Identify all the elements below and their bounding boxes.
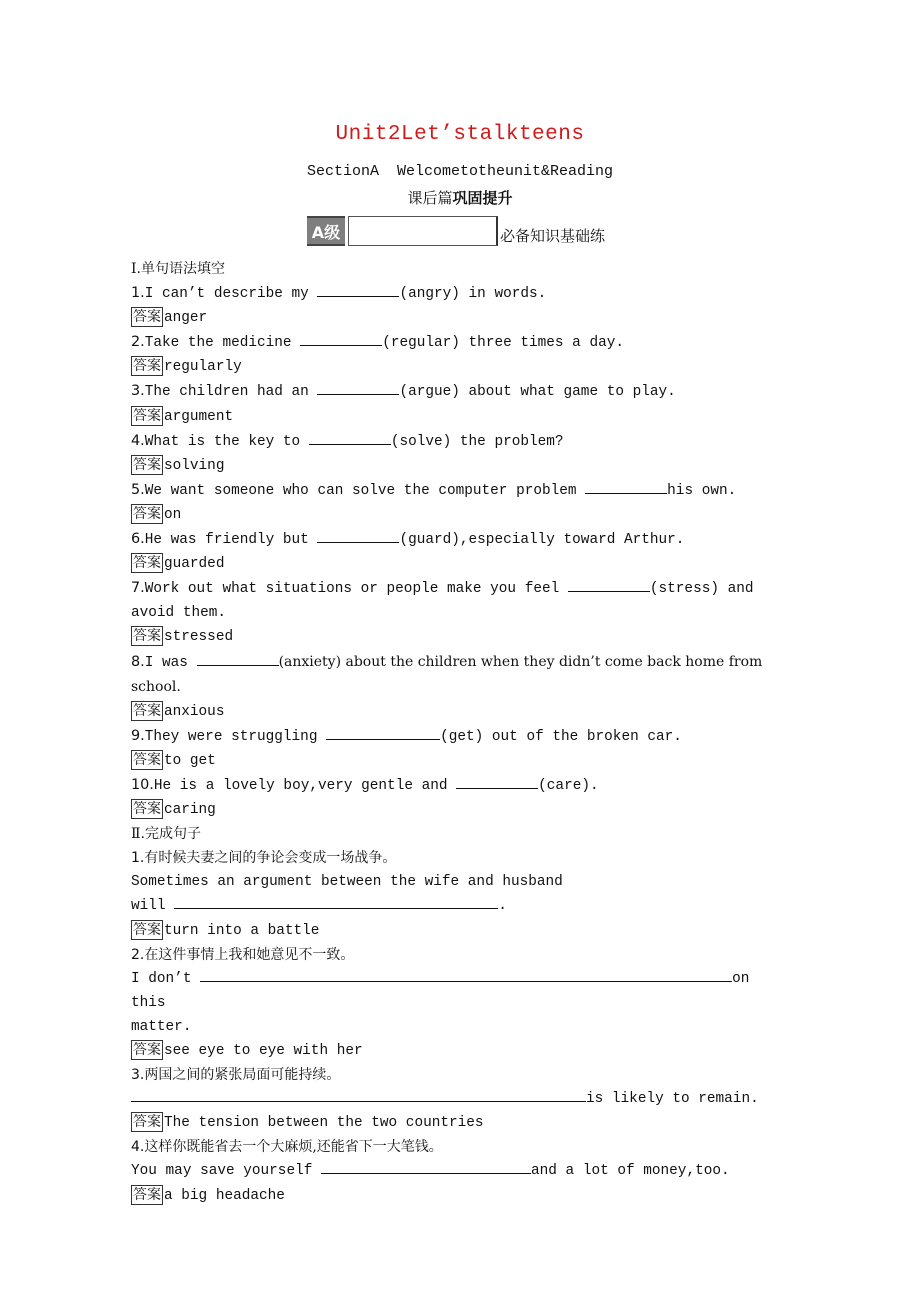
- answer-text: regularly: [164, 359, 242, 376]
- sentence-1-chinese: [131, 846, 791, 870]
- sentence-3-line1: [131, 1087, 791, 1111]
- page-title: Unit2Let’stalkteens: [335, 123, 585, 146]
- answer-text: solving: [164, 457, 225, 474]
- level-text: 必备知识基础练: [500, 227, 606, 245]
- section-label: SectionA: [306, 163, 379, 180]
- answer-blank: [317, 282, 399, 297]
- question-text: (stress) and avoid them.: [131, 581, 763, 622]
- answer-blank: [317, 528, 399, 543]
- question-number: 1.: [131, 285, 145, 302]
- sentence-3-chinese: [131, 1063, 791, 1087]
- answer-7: [131, 625, 791, 649]
- level-box: [348, 216, 498, 246]
- answer-s3: [131, 1111, 791, 1135]
- answer-s4: [131, 1184, 791, 1208]
- answer-1: [131, 306, 791, 330]
- answer-s1: [131, 919, 791, 943]
- question-text: .: [498, 898, 507, 915]
- answer-tag: 答案: [133, 702, 161, 719]
- question-text: (get) out of the broken car.: [440, 728, 682, 745]
- question-number: 5.: [131, 481, 145, 498]
- part2-heading: Ⅱ.完成句子: [131, 826, 201, 843]
- answer-tag: 答案: [133, 555, 161, 572]
- sentence-1-line1: Sometimes an argument between the wife and husband: [131, 874, 563, 891]
- question-number: 10.: [131, 776, 154, 793]
- question-text: They were struggling: [144, 728, 327, 745]
- level-tag: A级: [307, 216, 345, 246]
- answer-text: guarded: [164, 556, 225, 573]
- answer-blank: [197, 651, 279, 666]
- answer-tag: 答案: [133, 456, 161, 473]
- question-text: (care).: [538, 777, 599, 794]
- question-text: You may save yourself: [131, 1163, 321, 1180]
- answer-tag: 答案: [133, 309, 161, 326]
- answer-5: [131, 503, 791, 527]
- answer-text: stressed: [164, 629, 234, 646]
- question-number: 1.: [131, 850, 145, 867]
- question-number: 7.: [131, 580, 145, 597]
- question-5: [131, 478, 791, 503]
- question-text: I can’t describe my: [144, 286, 318, 303]
- section-heading: [0, 163, 920, 180]
- answer-2: [131, 355, 791, 379]
- answer-text: a big headache: [164, 1187, 285, 1204]
- answer-text: on: [164, 506, 182, 523]
- answer-s2: [131, 1039, 791, 1063]
- section-name: Welcometotheunit&Reading: [396, 163, 614, 180]
- question-text: The children had an: [144, 384, 318, 401]
- question-text: will: [131, 898, 175, 915]
- subhead-plain: 课后篇: [407, 189, 453, 207]
- question-text: (regular) three times a day.: [382, 335, 624, 352]
- question-text: He is a lovely boy,very gentle and: [153, 777, 457, 794]
- question-number: 4.: [131, 1139, 145, 1156]
- sentence-2-chinese: [131, 943, 791, 967]
- answer-tag: 答案: [133, 1186, 161, 1203]
- question-text: What is the key to: [144, 433, 309, 450]
- chinese-prompt: 有时候夫妻之间的争论会变成一场战争。: [144, 850, 397, 867]
- question-text: I was: [144, 654, 197, 671]
- answer-9: [131, 749, 791, 773]
- question-number: 8.: [131, 653, 145, 670]
- answer-text: anger: [164, 310, 208, 327]
- sentence-1-line2: [131, 894, 791, 918]
- answer-blank: [174, 894, 498, 909]
- question-number: 4.: [131, 432, 145, 449]
- answer-tag: 答案: [133, 801, 161, 818]
- question-number: 9.: [131, 727, 145, 744]
- answer-blank: [200, 967, 732, 982]
- answer-4: [131, 454, 791, 478]
- answer-text: The tension between the two countries: [164, 1115, 484, 1132]
- answer-tag: 答案: [133, 358, 161, 375]
- question-text: Take the medicine: [144, 335, 301, 352]
- answer-6: [131, 552, 791, 576]
- question-text: I don’t: [131, 970, 201, 987]
- answer-blank: [568, 577, 650, 592]
- answer-tag: 答案: [133, 751, 161, 768]
- question-number: 6.: [131, 531, 145, 548]
- question-number: 2.: [131, 334, 145, 351]
- sentence-4-chinese: [131, 1135, 791, 1159]
- question-text: (angry) in words.: [399, 286, 547, 303]
- part1-heading: Ⅰ.单句语法填空: [131, 261, 225, 277]
- exercise-content: [131, 257, 791, 1208]
- answer-text: anxious: [164, 703, 225, 720]
- answer-tag: 答案: [133, 407, 161, 424]
- answer-text: argument: [164, 408, 234, 425]
- question-10: [131, 773, 791, 798]
- answer-text: see eye to eye with her: [164, 1043, 363, 1059]
- answer-blank: [300, 331, 382, 346]
- answer-blank: [585, 479, 667, 494]
- answer-text: to get: [164, 752, 216, 769]
- chinese-prompt: 这样你既能省去一个大麻烦,还能省下一大笔钱。: [144, 1139, 443, 1156]
- question-number: 3.: [131, 1067, 145, 1084]
- question-text: (solve) the problem?: [390, 433, 564, 450]
- answer-tag: 答案: [133, 505, 161, 522]
- answer-blank: [326, 725, 440, 740]
- level-banner: [307, 212, 605, 246]
- question-1: [131, 281, 791, 306]
- question-text: Work out what situations or people make you feel: [144, 581, 568, 598]
- question-text: (guard),especially toward Arthur.: [399, 532, 685, 549]
- subheading: [0, 187, 920, 208]
- question-text: his own.: [667, 482, 737, 499]
- sentence-4-line1: [131, 1159, 791, 1183]
- question-text: (argue) about what game to play.: [399, 384, 676, 401]
- answer-tag: 答案: [133, 1114, 161, 1131]
- answer-blank: [456, 774, 538, 789]
- question-text: He was friendly but: [144, 532, 318, 549]
- question-number: 2.: [131, 946, 145, 963]
- question-text: (anxiety) about the children when they didn’t come back home from school.: [131, 653, 767, 695]
- answer-blank: [321, 1159, 531, 1174]
- question-number: 3.: [131, 383, 145, 400]
- answer-text: turn into a battle: [164, 922, 320, 939]
- answer-tag: 答案: [133, 1042, 161, 1058]
- question-8: [131, 650, 791, 700]
- question-3: [131, 379, 791, 404]
- question-text: on this: [131, 970, 759, 1011]
- question-2: [131, 330, 791, 355]
- answer-tag: 答案: [133, 921, 161, 938]
- answer-blank: [317, 380, 399, 395]
- answer-10: [131, 798, 791, 822]
- answer-blank: [309, 430, 391, 445]
- question-text: is likely to remain.: [586, 1091, 759, 1108]
- question-6: [131, 527, 791, 552]
- question-text: and a lot of money,too.: [531, 1163, 730, 1180]
- answer-blank: [131, 1087, 586, 1102]
- question-text: We want someone who can solve the computer problem: [144, 482, 586, 499]
- question-9: [131, 724, 791, 749]
- answer-tag: 答案: [133, 628, 161, 645]
- answer-3: [131, 405, 791, 429]
- chinese-prompt: 在这件事情上我和她意见不一致。: [144, 946, 355, 963]
- chinese-prompt: 两国之间的紧张局面可能持续。: [144, 1067, 341, 1084]
- sentence-2-line2: matter.: [131, 1018, 192, 1035]
- question-7: [131, 576, 791, 625]
- subhead-bold: 巩固提升: [452, 189, 513, 207]
- answer-8: [131, 700, 791, 724]
- sentence-2-line1: [131, 967, 791, 1015]
- question-4: [131, 429, 791, 454]
- answer-text: caring: [164, 802, 216, 819]
